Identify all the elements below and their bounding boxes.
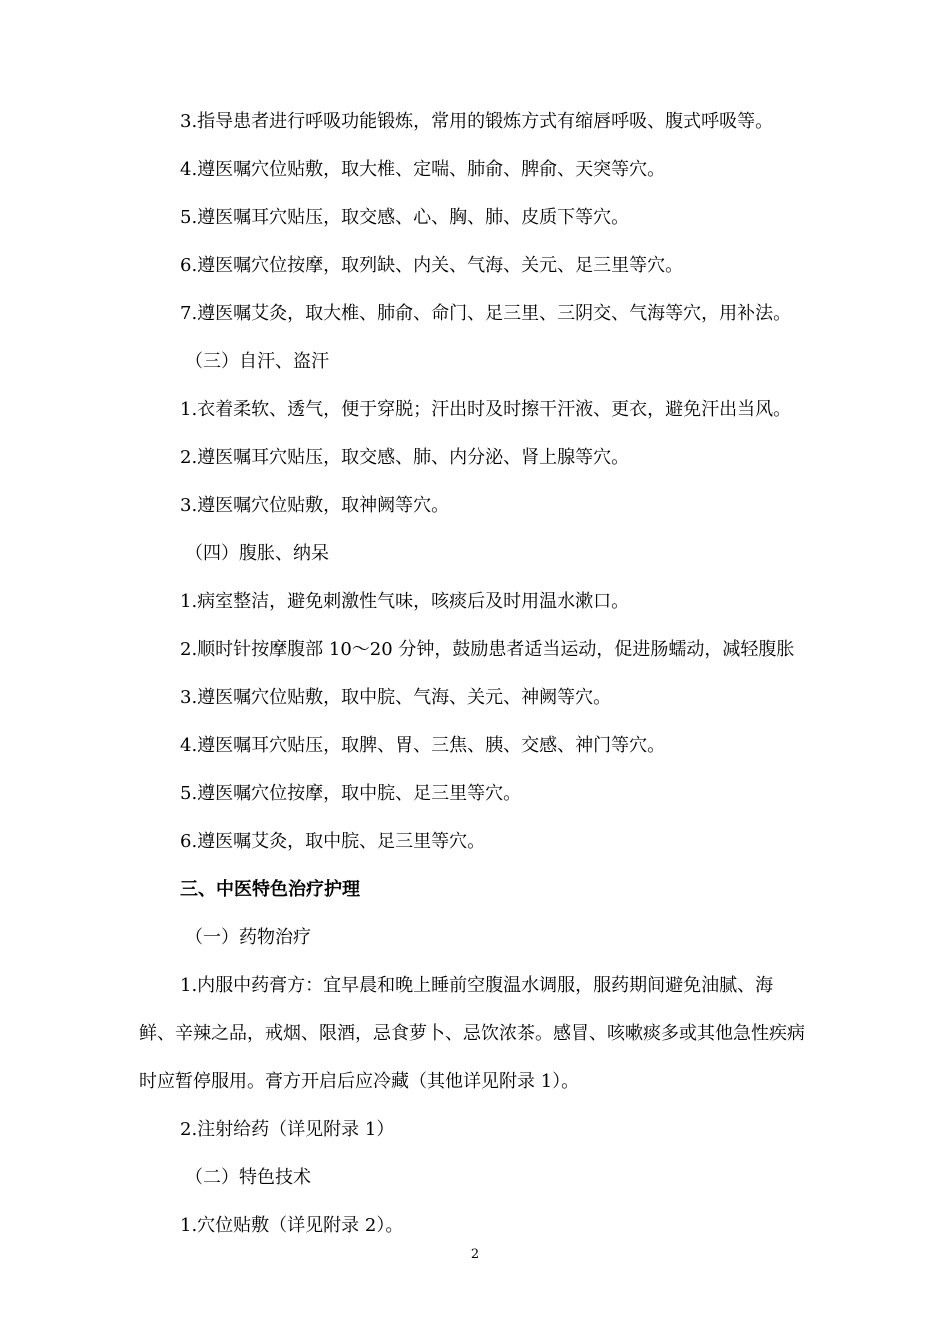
subsection-heading: （二）特色技术 <box>185 1167 311 1188</box>
page-number: 2 <box>470 1247 480 1262</box>
text-line: 2.顺时针按摩腹部 10～20 分钟，鼓励患者适当运动，促进肠蠕动，减轻腹胀 <box>180 639 795 660</box>
text-line: 2.遵医嘱耳穴贴压，取交感、肺、内分泌、肾上腺等穴。 <box>180 447 630 468</box>
text-line: 6.遵医嘱穴位按摩，取列缺、内关、气海、关元、足三里等穴。 <box>180 255 684 276</box>
text-line: 1.衣着柔软、透气，便于穿脱；汗出时及时擦干汗液、更衣，避免汗出当风。 <box>180 399 792 420</box>
text-line: 3.遵医嘱穴位贴敷，取神阙等穴。 <box>180 495 450 516</box>
text-line: 5.遵医嘱穴位按摩，取中脘、足三里等穴。 <box>180 783 522 804</box>
text-line: 时应暂停服用。膏方开启后应冷藏（其他详见附录 1）。 <box>139 1071 580 1092</box>
subsection-heading: （四）腹胀、纳呆 <box>185 543 329 564</box>
text-line: 1.穴位贴敷（详见附录 2）。 <box>180 1215 404 1236</box>
text-line: 1.病室整洁，避免刺激性气味，咳痰后及时用温水漱口。 <box>180 591 630 612</box>
subsection-heading: （三）自汗、盗汗 <box>185 351 329 372</box>
text-line: 3.遵医嘱穴位贴敷，取中脘、气海、关元、神阙等穴。 <box>180 687 612 708</box>
text-line: 4.遵医嘱耳穴贴压，取脾、胃、三焦、胰、交感、神门等穴。 <box>180 735 666 756</box>
text-line: 1.内服中药膏方：宜早晨和晚上睡前空腹温水调服，服药期间避免油腻、海 <box>180 975 774 996</box>
text-line: 5.遵医嘱耳穴贴压，取交感、心、胸、肺、皮质下等穴。 <box>180 207 630 228</box>
text-line: 7.遵医嘱艾灸，取大椎、肺俞、命门、足三里、三阴交、气海等穴，用补法。 <box>180 303 792 324</box>
text-line: 鲜、辛辣之品，戒烟、限酒，忌食萝卜、忌饮浓茶。感冒、咳嗽痰多或其他急性疾病 <box>139 1023 805 1044</box>
text-line: 4.遵医嘱穴位贴敷，取大椎、定喘、肺俞、脾俞、天突等穴。 <box>180 159 666 180</box>
text-line: 3.指导患者进行呼吸功能锻炼，常用的锻炼方式有缩唇呼吸、腹式呼吸等。 <box>180 111 774 132</box>
subsection-heading: （一）药物治疗 <box>185 927 311 948</box>
text-line: 2.注射给药（详见附录 1） <box>180 1119 395 1140</box>
text-line: 6.遵医嘱艾灸，取中脘、足三里等穴。 <box>180 831 486 852</box>
section-heading: 三、中医特色治疗护理 <box>180 879 360 900</box>
